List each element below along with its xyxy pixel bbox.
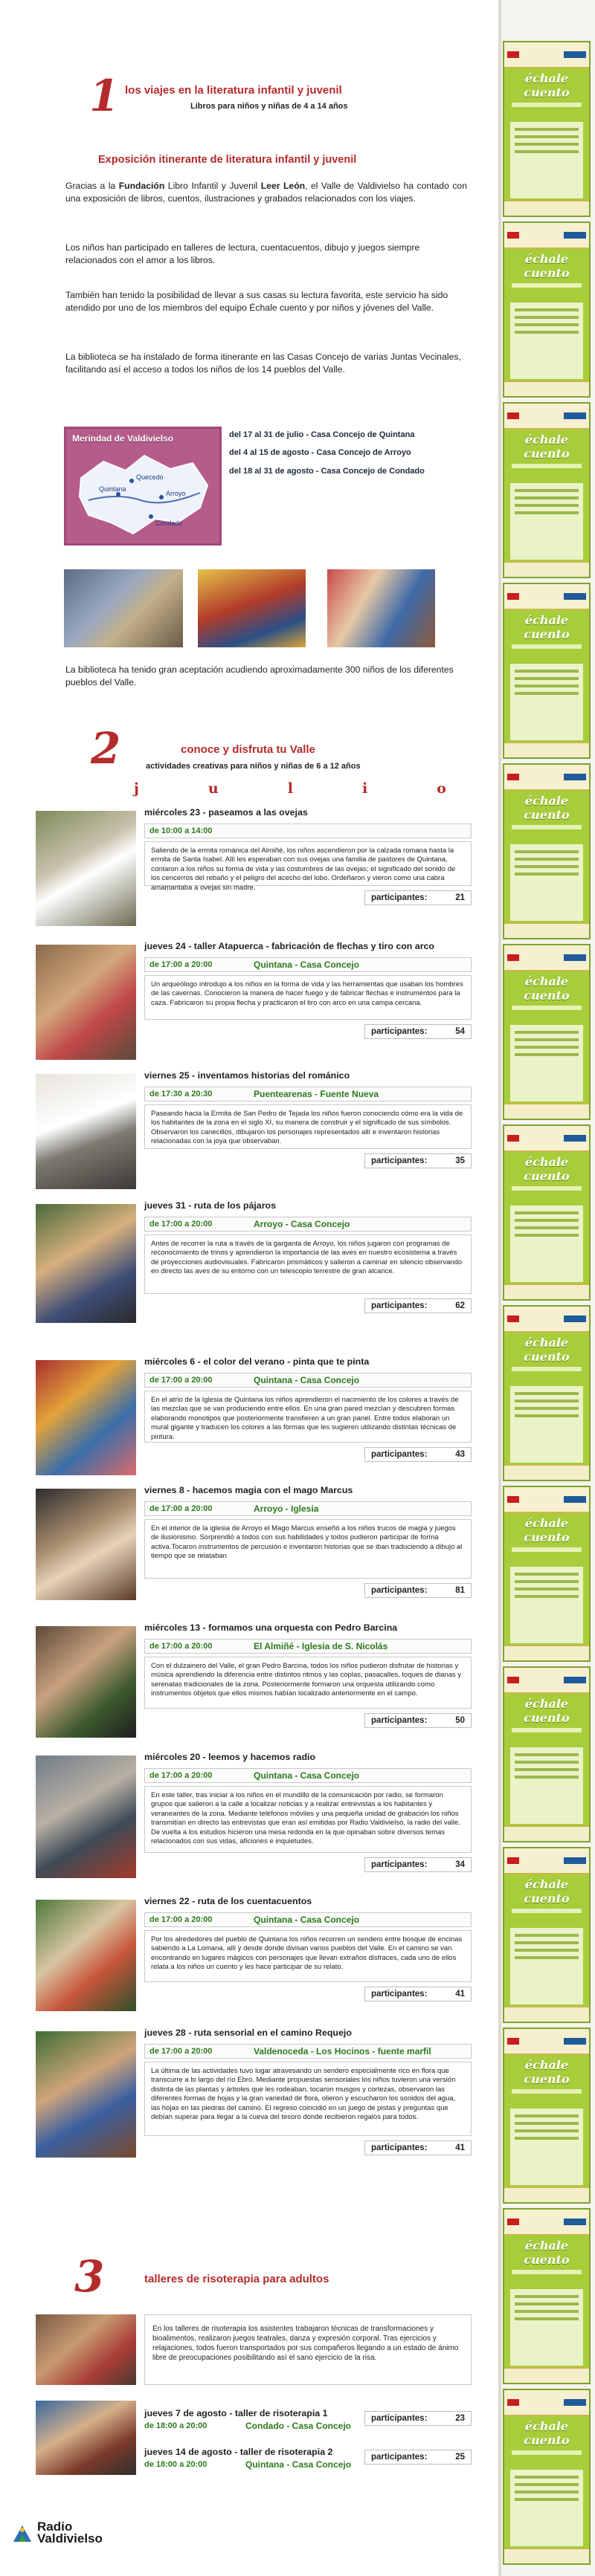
participants-value: 21	[455, 893, 465, 902]
logo-text	[37, 2521, 103, 2545]
participants-count	[364, 2411, 472, 2426]
poster-footer	[504, 1284, 589, 1299]
poster-subtitle-bar	[512, 1006, 582, 1010]
echale-cuento-poster	[503, 763, 591, 939]
section-1-number: 1	[89, 71, 120, 121]
poster-title: échale cuento	[524, 1154, 570, 1183]
activity-location: Arroyo - Iglesia	[254, 1504, 319, 1514]
poster-header	[504, 584, 589, 610]
activity-time: de 17:00 a 20:00	[149, 1504, 213, 1513]
poster-header	[504, 945, 589, 971]
participants-value: 41	[455, 2143, 465, 2152]
activity-time-bar	[144, 1087, 472, 1101]
poster-title: échale cuento	[524, 251, 570, 280]
activity-time: de 17:00 a 20:00	[149, 1220, 213, 1229]
participants-value: 43	[455, 1450, 465, 1459]
echale-cuento-poster	[503, 944, 591, 1120]
month-heading	[134, 780, 446, 797]
participants-value: 62	[455, 1301, 465, 1310]
map-town-quintana: Quintana	[99, 485, 126, 493]
echale-cuento-poster	[503, 583, 591, 759]
library-closing-text: La biblioteca ha tenido gran aceptación acudiendo aproximadamente 300 niños de los diferentes pueblos del Valle.	[65, 664, 454, 687]
intro-paragraph: Gracias a la Fundación Libro Infantil y Juvenil Leer León, el Valle de Valdivielso ha contado con una exposición de libros, cuentos, ilustraciones y grabados relacionados con los viajes.	[65, 181, 467, 204]
poster-subtitle-bar	[512, 1728, 582, 1732]
poster-body	[510, 1025, 583, 1101]
poster-footer	[504, 2367, 589, 2383]
poster-footer	[504, 2006, 589, 2022]
poster-body	[510, 664, 583, 740]
activity-time-bar	[144, 1639, 472, 1654]
poster-footer	[504, 922, 589, 938]
schedule-arroyo: del 4 al 15 de agosto - Casa Concejo de Arroyo	[229, 448, 411, 457]
poster-subtitle-bar	[512, 283, 582, 288]
activity-description: En este taller, tras iniciar a los niños en el mundillo de la comunicación por radio, se formaron grupos que salieron a la calle a localizar noticias y a realizar entrevistas a los habitantes y veraneantes de la zona. Mediante teléfonos móviles y una pequeña unidad de grabación los niños transmitían en directo las entrevistas que eran así emitidas por Radio Valdivielso, la radio del valle. De vuelta a los estudios hicieron una mesa redonda en la que opinaban sobre diversos temas relacionados con sus vidas, aficiones e inquietudes.	[144, 1786, 472, 1853]
radio-valdivielso-logo	[12, 2521, 103, 2545]
poster-footer	[504, 1825, 589, 1841]
activity-description: La última de las actividades tuvo lugar atravesando un sendero especialmente rico en flora que transcurre a lo largo del río Ebro. Mediante propuestas sensoriales los niños tuvieron una versión distinta de las plantas y árboles que les rodeaban, tocaron musgos y cortezas, observaron las diferentes formas de hojas y la gran variedad de flora, olieron y escucharon los sonidos del agua, las hojas en las piedras del camino. El regreso coincidió en un juego de pistas y preguntas que debían superar para llegar a la cueva del tesoro donde recibieron regalos para todos.	[144, 2062, 472, 2136]
poster-footer	[504, 1103, 589, 1119]
poster-title: échale cuento	[524, 1877, 570, 1906]
activity-time: de 17:30 a 20:30	[149, 1090, 213, 1098]
poster-header	[504, 1307, 589, 1333]
laughter-description: En los talleres de risoterapia los asistentes trabajaron técnicas de transformaciones y bioalimentos, realizaron juegos teatrales, danza y expresión corporal. Tras ejercicios y relajaciones, todos fueron transportados por sus compañeros llegando a un estado de ánimo libre de preocupaciones posibilitando así el sano ejercicio de la risa.	[144, 2314, 472, 2385]
activity-time: de 17:00 a 20:00	[149, 960, 213, 969]
activity-time-bar	[144, 957, 472, 972]
activity-photo	[36, 1755, 136, 1878]
activity-time-bar	[144, 1501, 472, 1516]
activity-time: de 10:00 a 14:00	[149, 826, 213, 835]
poster-footer	[504, 2548, 589, 2563]
radio-logo-icon	[12, 2522, 33, 2543]
section-3-number: 3	[74, 2251, 105, 2302]
poster-subtitle-bar	[512, 825, 582, 829]
laughter-photo-2	[36, 2401, 136, 2475]
poster-footer	[504, 561, 589, 577]
activity-title: jueves 24 - taller Atapuerca - fabricación de flechas y tiro con arco	[144, 941, 434, 951]
logo-text-line-2: Valdivielso	[37, 2531, 103, 2546]
poster-footer	[504, 381, 589, 396]
poster-subtitle-bar	[512, 2270, 582, 2274]
exhibition-photo-2	[198, 569, 306, 647]
exhibition-photo-3	[327, 569, 435, 647]
activity-time-bar	[144, 1373, 472, 1388]
activity-title: miércoles 20 - leemos y hacemos radio	[144, 1752, 316, 1762]
activity-title: miércoles 13 - formamos una orquesta con Pedro Barcina	[144, 1622, 398, 1633]
participants-label: participantes:	[371, 2453, 428, 2462]
exhibition-photo-1	[64, 569, 183, 647]
activity-title: miércoles 6 - el color del verano - pinta que te pinta	[144, 1356, 370, 1367]
poster-subtitle-bar	[512, 103, 582, 107]
poster-body	[510, 2470, 583, 2546]
poster-title: échale cuento	[524, 2418, 570, 2447]
session-time: de 18:00 a 20:00	[144, 2421, 208, 2430]
poster-title: échale cuento	[524, 1335, 570, 1364]
activity-photo	[36, 811, 136, 926]
poster-body	[510, 122, 583, 198]
poster-title: échale cuento	[524, 2238, 570, 2267]
poster-footer	[504, 200, 589, 216]
activity-title: viernes 22 - ruta de los cuentacuentos	[144, 1896, 312, 1906]
poster-title: échale cuento	[524, 432, 570, 461]
month-letter-3: l	[287, 780, 293, 797]
poster-body	[510, 1747, 583, 1824]
echale-cuento-poster	[503, 2389, 591, 2565]
activity-title: viernes 8 - hacemos magia con el mago Marcus	[144, 1485, 353, 1495]
poster-header	[504, 1126, 589, 1152]
section-2-subtitle: actividades creativas para niños y niñas de 6 a 12 años	[146, 762, 361, 771]
activity-title: jueves 31 - ruta de los pájaros	[144, 1200, 276, 1211]
activity-title: jueves 28 - ruta sensorial en el camino Requejo	[144, 2028, 352, 2038]
poster-body	[510, 1567, 583, 1643]
echale-cuento-poster	[503, 1124, 591, 1301]
activity-title: viernes 25 - inventamos historias del románico	[144, 1070, 350, 1081]
activity-photo	[36, 1489, 136, 1600]
map-town-quecedo: Quecedo	[136, 473, 164, 481]
participants-label: participantes:	[371, 1027, 428, 1036]
participants-count	[364, 890, 472, 905]
poster-header	[504, 2210, 589, 2236]
activity-location: Quintana - Casa Concejo	[254, 1915, 360, 1925]
echale-cuento-poster	[503, 1666, 591, 1842]
poster-body	[510, 302, 583, 379]
participants-count	[364, 1298, 472, 1313]
participants-count	[364, 1153, 472, 1168]
poster-subtitle-bar	[512, 2089, 582, 2094]
activity-time-bar	[144, 1217, 472, 1232]
session-location: Condado - Casa Concejo	[245, 2421, 352, 2431]
participants-count	[364, 2450, 472, 2465]
activity-photo	[36, 2031, 136, 2158]
map-town-condado: Condado	[155, 520, 183, 527]
participants-value: 41	[455, 1990, 465, 1999]
session-title: jueves 7 de agosto - taller de risoterapia 1	[144, 2408, 328, 2418]
section-1-title: los viajes en la literatura infantil y juvenil	[125, 84, 342, 97]
echale-cuento-poster	[503, 1486, 591, 1662]
schedule-quintana: del 17 al 31 de julio - Casa Concejo de Quintana	[229, 430, 415, 439]
poster-title: échale cuento	[524, 2057, 570, 2086]
activity-location: Quintana - Casa Concejo	[254, 959, 360, 970]
activity-time: de 17:00 a 20:00	[149, 2047, 213, 2056]
poster-title: échale cuento	[524, 71, 570, 100]
activity-description: Un arqueólogo introdujo a los niños en la forma de vida y las herramientas que usaban los hombres de las cavernas. Conocieron la manera de hacer fuego y de fabricar flechas e instrumentos para la caza. Fabricaron su propia flecha y practicaron el tiro con arco en una campa cercana.	[144, 975, 472, 1020]
activity-location: Arroyo - Casa Concejo	[254, 1219, 350, 1229]
poster-body	[510, 844, 583, 921]
participants-value: 23	[455, 2414, 465, 2423]
stripe-border	[498, 0, 501, 2576]
activity-time-bar	[144, 823, 472, 838]
participants-value: 50	[455, 1716, 465, 1725]
participants-count	[364, 1024, 472, 1039]
poster-footer	[504, 1464, 589, 1480]
poster-body	[510, 1386, 583, 1463]
participants-label: participantes:	[371, 1716, 428, 1725]
section-2-title: conoce y disfruta tu Valle	[181, 743, 315, 756]
poster-subtitle-bar	[512, 464, 582, 468]
poster-footer	[504, 2187, 589, 2202]
section-1-subtitle: Libros para niños y niñas de 4 a 14 años	[190, 102, 348, 111]
poster-header	[504, 765, 589, 791]
poster-footer	[504, 742, 589, 757]
activity-photo	[36, 1900, 136, 2011]
poster-body	[510, 1928, 583, 2004]
participants-count	[364, 1583, 472, 1598]
poster-footer	[504, 1645, 589, 1660]
session-location: Quintana - Casa Concejo	[245, 2459, 352, 2470]
workshops-paragraph: Los niños han participado en talleres de lectura, cuentacuentos, dibujo y juegos siempre relacionados con el amor a los libros.	[65, 242, 420, 265]
activity-description: Antes de recorrer la ruta a través de la garganta de Arroyo, los niños jugaron con programas de reconocimiento de trinos y aprendieron la importancia de las aves en nuestro ecosistema a través de proyecciones audiovisuales. Fabricaron prismáticos y salieron a caminar en silencio observando en directo las aves de su entorno con un telescopio terrestre de gran alcance.	[144, 1234, 472, 1294]
map-town-arroyo: Arroyo	[166, 490, 186, 497]
poster-title: échale cuento	[524, 612, 570, 641]
poster-header	[504, 2390, 589, 2416]
poster-header	[504, 1668, 589, 1694]
lending-paragraph: También han tenido la posibilidad de llevar a sus casas su lectura favorita, este servicio ha sido atendido por uno de los miembros del equipo Échale cuento y por niños y jóvenes del Valle.	[65, 290, 448, 313]
activity-location: Quintana - Casa Concejo	[254, 1375, 360, 1385]
poster-title: échale cuento	[524, 974, 570, 1003]
poster-header	[504, 42, 589, 68]
month-letter-2: u	[208, 780, 219, 797]
participants-label: participantes:	[371, 1156, 428, 1165]
schedule-condado: del 18 al 31 de agosto - Casa Concejo de Condado	[229, 467, 425, 476]
echale-cuento-poster	[503, 1305, 591, 1481]
participants-count	[364, 1713, 472, 1728]
activity-photo	[36, 1626, 136, 1738]
activity-description: En el interior de la iglesia de Arroyo el Mago Marcus enseñó a los niños trucos de magia y juegos de ilusionismo. Sorprendió a todos con sus habilidades y todos pudieron participar de forma activa.Tocaron instrumentos de percusión e inventaron historias que se iban traduciendo a dibujo al tiempo que se relataban	[144, 1519, 472, 1579]
itinerant-paragraph: La biblioteca se ha instalado de forma itinerante en las Casas Concejo de varias Juntas Vecinales, facilitando así el acceso a todos los niños de los 14 pueblos del Valle.	[65, 352, 461, 375]
poster-header	[504, 1487, 589, 1513]
section-3-title: talleres de risoterapia para adultos	[144, 2273, 329, 2285]
participants-label: participantes:	[371, 1586, 428, 1595]
participants-label: participantes:	[371, 1301, 428, 1310]
month-letter-4: i	[362, 780, 368, 797]
activity-photo	[36, 1074, 136, 1189]
activity-time-bar	[144, 1912, 472, 1927]
participants-label: participantes:	[371, 1860, 428, 1869]
activity-location: El Almiñé - Iglesia de S. Nicolás	[254, 1641, 388, 1651]
participants-label: participantes:	[371, 2143, 428, 2152]
participants-label: participantes:	[371, 1450, 428, 1459]
poster-subtitle-bar	[512, 1547, 582, 1552]
activity-time: de 17:00 a 20:00	[149, 1771, 213, 1780]
month-letter-5: o	[437, 780, 446, 797]
poster-title: échale cuento	[524, 1696, 570, 1725]
activity-photo	[36, 1204, 136, 1323]
activity-description: En el atrio de la Iglesia de Quintana los niños aprendieron el nacimiento de los colores a través de las mezclas que se van produciendo entre ellos. En una gran pared mezclan y descubren formas elaborando monotipos que posteriormente transfieren a un gran panel. Entre todos elaboran un mural gigante y traducen los colores a las formas que les sugieren utilizando distintas técnicas de pintura.	[144, 1391, 472, 1443]
activity-description: Saliendo de la ermita románica del Almiñé, los niños ascendieron por la calzada romana hasta la ermita de Santa Isabel. Allí les esperaban con sus ovejas una familia de pastores de Quintana, contaron a los niños su forma de vida y las costumbres de las ovejas; el significado del sonido de los cencerros del rebaño y el peligro del acecho del lobo. Ordeñaron y vieron como una cabra amamantaba a ovejas sin madre.	[144, 841, 472, 886]
participants-value: 81	[455, 1586, 465, 1595]
poster-subtitle-bar	[512, 1367, 582, 1371]
echale-cuento-poster	[503, 41, 591, 217]
poster-subtitle-bar	[512, 1186, 582, 1191]
poster-subtitle-bar	[512, 644, 582, 649]
poster-header	[504, 404, 589, 430]
participants-label: participantes:	[371, 1990, 428, 1999]
participants-value: 34	[455, 1860, 465, 1869]
poster-title: échale cuento	[524, 1515, 570, 1544]
echale-cuento-poster	[503, 2028, 591, 2204]
participants-count	[364, 2140, 472, 2155]
activity-time: de 17:00 a 20:00	[149, 1376, 213, 1385]
valley-map-shape	[74, 448, 213, 540]
activity-time-bar	[144, 2044, 472, 2059]
activity-location: Valdenoceda - Los Hocinos - fuente marfil	[254, 2046, 431, 2056]
section-2-number: 2	[91, 723, 121, 774]
participants-count	[364, 1857, 472, 1872]
activity-description: Por los alrededores del pueblo de Quintana los niños recorren un sendero entre bosque de encinas sabiendo a La Lomana, allí y desde donde divisan varios pueblos del Valle. En el camino se van encontrando en lugares mágicos con personajes que llevan extraños disfraces, cada uno de ellos relata a los niños un cuento y les hace participar de su relato.	[144, 1930, 472, 1982]
activity-photo	[36, 1360, 136, 1475]
month-letter-1: j	[134, 780, 139, 797]
poster-title: échale cuento	[524, 793, 570, 822]
participants-value: 25	[455, 2453, 465, 2462]
echale-cuento-poster	[503, 402, 591, 578]
activity-time: de 17:00 a 20:00	[149, 1915, 213, 1924]
activity-location: Quintana - Casa Concejo	[254, 1770, 360, 1781]
session-title: jueves 14 de agosto - taller de risoterapia 2	[144, 2447, 333, 2457]
activity-description: Con el dulzainero del Valle, el gran Pedro Barcina, todos los niños pudieron disfrutar de historias y música aprendiendo la diferencia entre distintos ritmos y las coplas, pasacalles, toques de dianas y serenatas tradicionales de la zona. Posteriormente formaron una orquesta utilizando como instrumentos objetos que ellos mismos habían localizado anteriormente en el campo.	[144, 1657, 472, 1709]
map-title: Merindad de Valdivielso	[72, 433, 174, 444]
activity-title: miércoles 23 - paseamos a las ovejas	[144, 807, 308, 818]
participants-count	[364, 1447, 472, 1462]
poster-body	[510, 2289, 583, 2366]
poster-header	[504, 223, 589, 249]
exhibition-title: Exposición itinerante de literatura infantil y juvenil	[98, 154, 357, 166]
activity-time-bar	[144, 1768, 472, 1783]
activity-description: Paseando hacia la Ermita de San Pedro de Tejada los niños fueron conociendo cómo era la vida de los habitantes de la zona en el siglo XI, su manera de construir y el significado de sus símbolos. Observaron los canecillos, dibujaron los personajes representados allí e inventaron historias relacionadas con la joya que observaban.	[144, 1104, 472, 1149]
valley-map	[64, 427, 222, 546]
participants-label: participantes:	[371, 2414, 428, 2423]
participants-count	[364, 1987, 472, 2001]
activity-time: de 17:00 a 20:00	[149, 1642, 213, 1651]
poster-subtitle-bar	[512, 1909, 582, 1913]
activity-photo	[36, 945, 136, 1060]
echale-cuento-poster	[503, 2208, 591, 2384]
poster-body	[510, 1206, 583, 1282]
laughter-photo-1	[36, 2314, 136, 2385]
participants-value: 54	[455, 1027, 465, 1036]
echale-cuento-poster	[503, 1847, 591, 2023]
poster-subtitle-bar	[512, 2450, 582, 2455]
poster-header	[504, 1848, 589, 1874]
poster-body	[510, 483, 583, 560]
participants-label: participantes:	[371, 893, 428, 902]
poster-body	[510, 2109, 583, 2185]
participants-value: 35	[455, 1156, 465, 1165]
session-time: de 18:00 a 20:00	[144, 2460, 208, 2469]
echale-cuento-poster	[503, 221, 591, 398]
activity-location: Puentearenas - Fuente Nueva	[254, 1089, 379, 1099]
logo-text-line-1: Radio	[37, 2520, 73, 2534]
poster-header	[504, 2029, 589, 2055]
